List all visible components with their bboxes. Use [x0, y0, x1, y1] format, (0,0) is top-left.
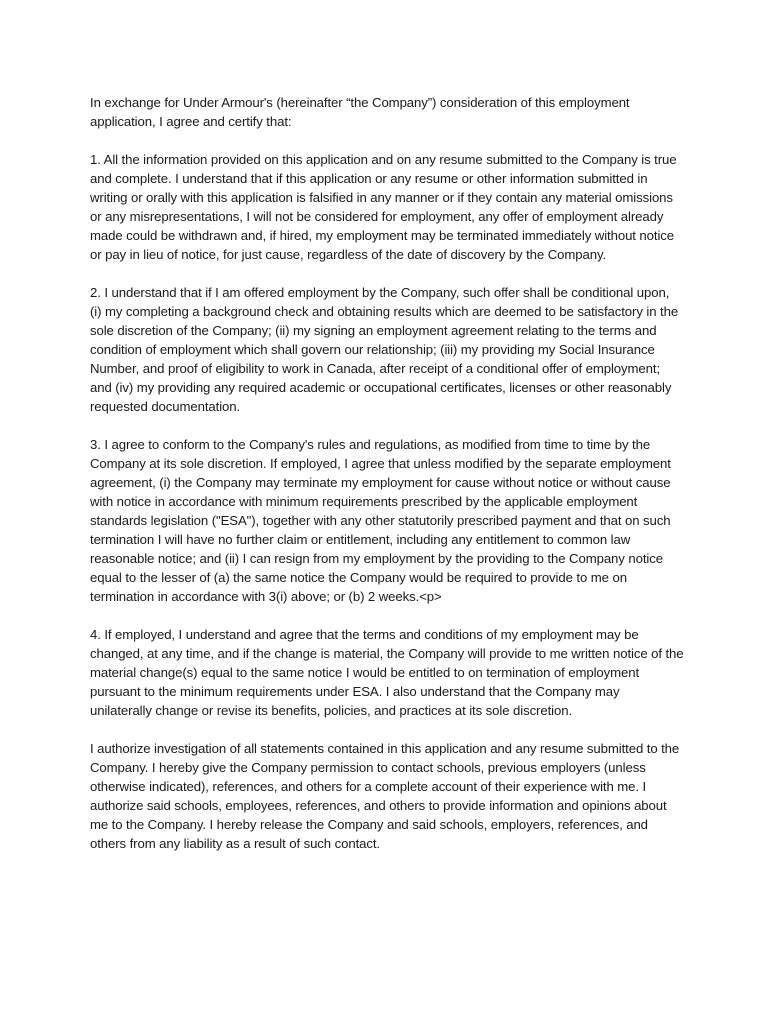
authorization-paragraph: I authorize investigation of all statements contained in this application and any resume submitted to the Company. I hereby give the Company permission to contact schools, previous employers (unless otherwise indicated), references, and others for a complete account of their experience with me. I authorize said schools, employees, references, and others to provide information and opinions about me to the Company. I hereby release the Company and said schools, employers, references, and others from any liability as a result of such contact.	[90, 741, 680, 851]
document-page	[90, 93, 684, 872]
clause-4-paragraph: 4. If employed, I understand and agree that the terms and conditions of my employment may be changed, at any time, and if the change is material, the Company will provide to me written notice of the material change(s) equal to the same notice I would be entitled to on termination of employment pursuant to the minimum requirements under ESA. I also understand that the Company may unilaterally change or revise its benefits, policies, and practices at its sole discretion.	[90, 627, 684, 718]
intro-paragraph: In exchange for Under Armour's (hereinafter “the Company”) consideration of this employment application, I agree and certify that:	[90, 95, 630, 129]
clause-2-paragraph: 2. I understand that if I am offered employment by the Company, such offer shall be conditional upon, (i) my completing a background check and obtaining results which are deemed to be satisfactory in the sole discretion of the Company; (ii) my signing an employment agreement relating to the terms and condition of employment which shall govern our relationship; (iii) my providing my Social Insurance Number, and proof of eligibility to work in Canada, after receipt of a conditional offer of employment; and (iv) my providing any required academic or occupational certificates, licenses or other reasonably requested documentation.	[90, 285, 679, 414]
clause-3-paragraph: 3. I agree to conform to the Company's rules and regulations, as modified from time to time by the Company at its sole discretion. If employed, I agree that unless modified by the separate employment agreement, (i) the Company may terminate my employment for cause without notice or without cause with notice in accordance with minimum requirements prescribed by the applicable employment standards legislation ("ESA"), together with any other statutorily prescribed payment and that on such termination I will have no further claim or entitlement, including any entitlement to common law reasonable notice; and (ii) I can resign from my employment by the providing to the Company notice equal to the lesser of (a) the same notice the Company would be required to provide to me on termination in accordance with 3(i) above; or (b) 2 weeks.<p>	[90, 437, 671, 604]
clause-1-paragraph: 1. All the information provided on this application and on any resume submitted to the Company is true and complete. I understand that if this application or any resume or other information submitted in writing or orally with this application is falsified in any manner or if they contain any material omissions or any misrepresentations, I will not be considered for employment, any offer of employment already made could be withdrawn and, if hired, my employment may be terminated immediately without notice or pay in lieu of notice, for just cause, regardless of the date of discovery by the Company.	[90, 152, 677, 262]
